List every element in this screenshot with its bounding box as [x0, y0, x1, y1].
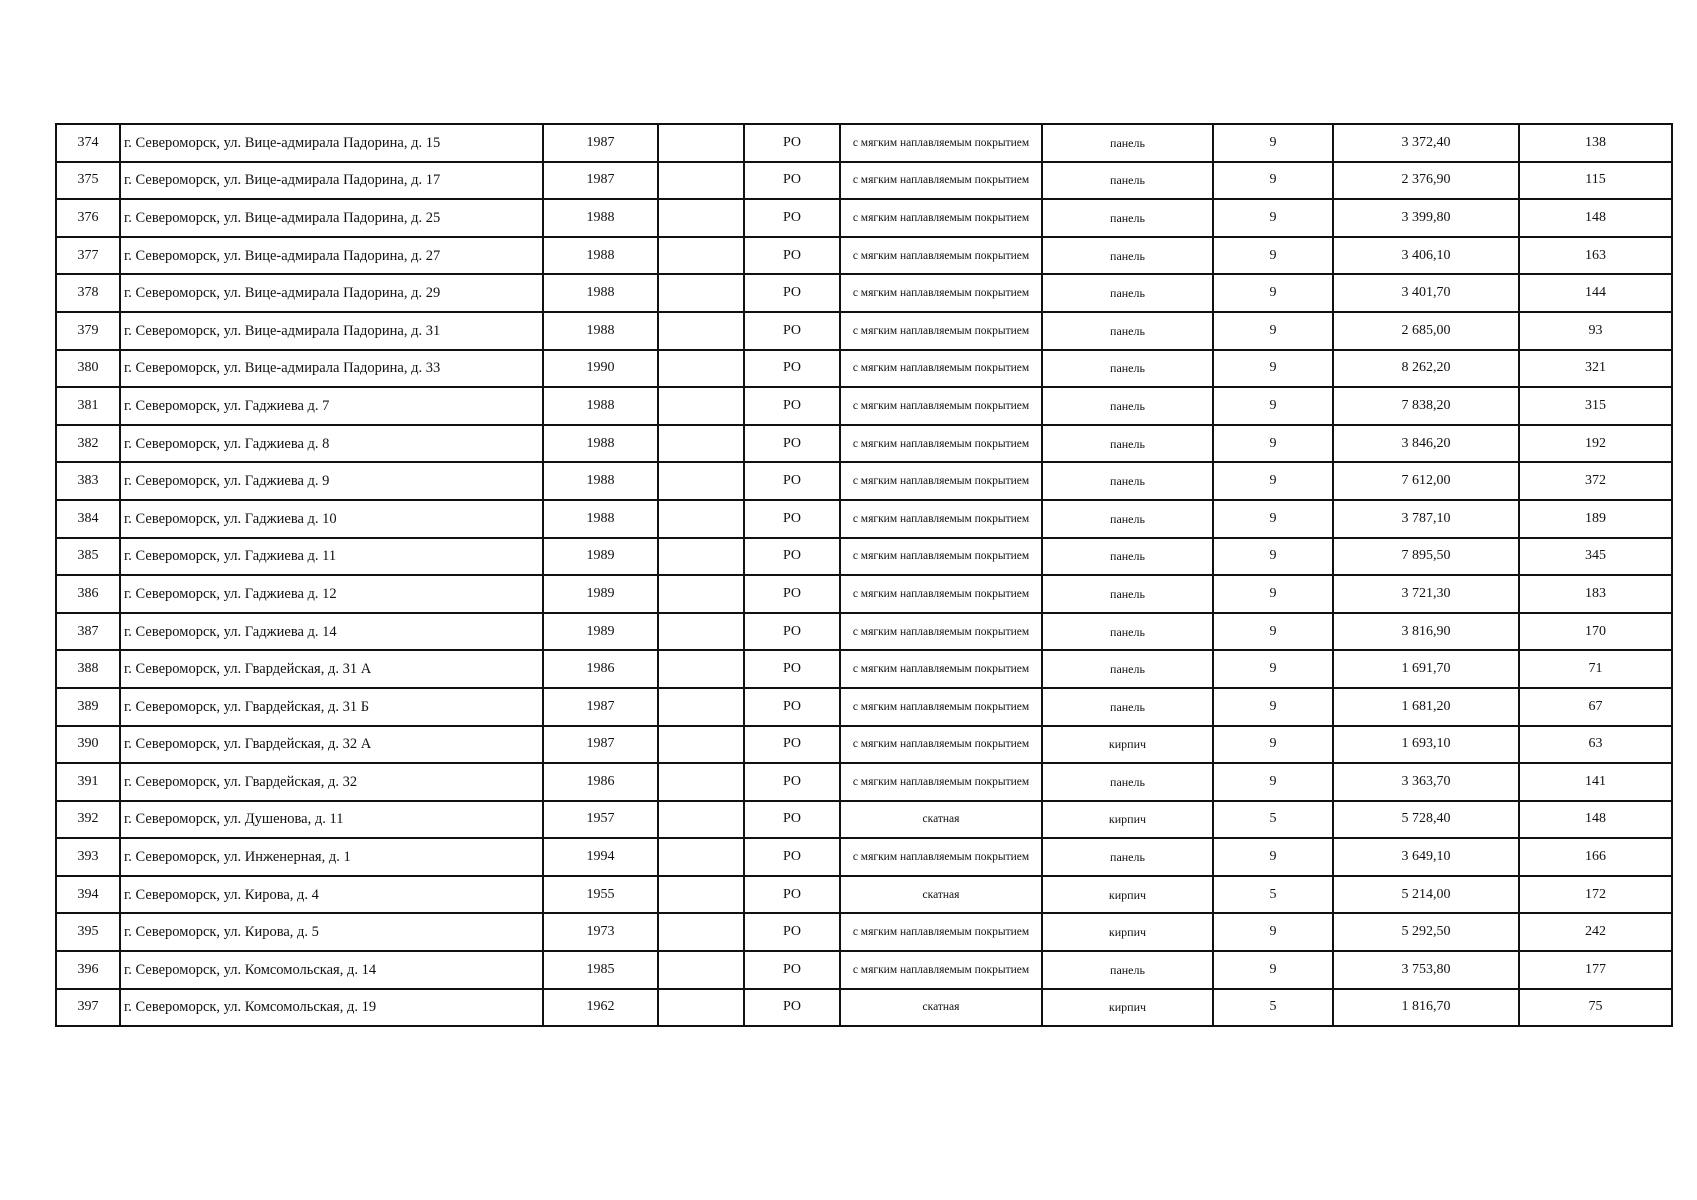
cell-year: 1955: [543, 876, 658, 914]
cell-wall-material: кирпич: [1042, 913, 1213, 951]
cell-floors: 5: [1213, 801, 1333, 839]
table-row: [56, 726, 1672, 764]
table-row: [56, 274, 1672, 312]
cell-count: 372: [1519, 462, 1672, 500]
cell-address: г. Североморск, ул. Кирова, д. 4: [120, 876, 543, 914]
cell-area: 3 363,70: [1333, 763, 1519, 801]
cell-roof-type: с мягким наплавляемым покрытием: [840, 500, 1042, 538]
cell-number: 393: [56, 838, 120, 876]
cell-floors: 9: [1213, 575, 1333, 613]
cell-roof-type: с мягким наплавляемым покрытием: [840, 462, 1042, 500]
cell-area: 3 399,80: [1333, 199, 1519, 237]
cell-empty: [658, 162, 744, 200]
cell-empty: [658, 726, 744, 764]
cell-empty: [658, 951, 744, 989]
cell-address: г. Североморск, ул. Вице-адмирала Падорина, д. 33: [120, 350, 543, 388]
cell-area: 1 691,70: [1333, 650, 1519, 688]
cell-floors: 9: [1213, 613, 1333, 651]
cell-wall-material: панель: [1042, 425, 1213, 463]
cell-floors: 5: [1213, 876, 1333, 914]
cell-year: 1990: [543, 350, 658, 388]
cell-fund: РО: [744, 462, 840, 500]
cell-count: 148: [1519, 199, 1672, 237]
cell-wall-material: панель: [1042, 274, 1213, 312]
cell-area: 3 406,10: [1333, 237, 1519, 275]
cell-floors: 9: [1213, 274, 1333, 312]
cell-floors: 9: [1213, 199, 1333, 237]
cell-area: 7 838,20: [1333, 387, 1519, 425]
cell-number: 394: [56, 876, 120, 914]
cell-empty: [658, 350, 744, 388]
cell-year: 1962: [543, 989, 658, 1027]
cell-roof-type: с мягким наплавляемым покрытием: [840, 538, 1042, 576]
cell-year: 1987: [543, 162, 658, 200]
cell-empty: [658, 312, 744, 350]
cell-roof-type: с мягким наплавляемым покрытием: [840, 237, 1042, 275]
cell-count: 345: [1519, 538, 1672, 576]
cell-wall-material: панель: [1042, 613, 1213, 651]
cell-wall-material: кирпич: [1042, 876, 1213, 914]
cell-address: г. Североморск, ул. Гаджиева д. 9: [120, 462, 543, 500]
cell-floors: 5: [1213, 989, 1333, 1027]
cell-year: 1994: [543, 838, 658, 876]
cell-empty: [658, 989, 744, 1027]
cell-empty: [658, 425, 744, 463]
cell-year: 1957: [543, 801, 658, 839]
cell-wall-material: панель: [1042, 838, 1213, 876]
cell-empty: [658, 763, 744, 801]
cell-area: 5 214,00: [1333, 876, 1519, 914]
table-row: [56, 538, 1672, 576]
cell-floors: 9: [1213, 462, 1333, 500]
cell-wall-material: кирпич: [1042, 726, 1213, 764]
table-row: [56, 312, 1672, 350]
cell-area: 1 681,20: [1333, 688, 1519, 726]
cell-roof-type: с мягким наплавляемым покрытием: [840, 350, 1042, 388]
cell-count: 166: [1519, 838, 1672, 876]
cell-floors: 9: [1213, 124, 1333, 162]
cell-count: 71: [1519, 650, 1672, 688]
cell-fund: РО: [744, 124, 840, 162]
cell-count: 75: [1519, 989, 1672, 1027]
cell-empty: [658, 801, 744, 839]
cell-year: 1987: [543, 124, 658, 162]
table-row: [56, 913, 1672, 951]
table-row: [56, 688, 1672, 726]
cell-wall-material: панель: [1042, 575, 1213, 613]
cell-fund: РО: [744, 989, 840, 1027]
cell-fund: РО: [744, 575, 840, 613]
cell-year: 1988: [543, 500, 658, 538]
table-row: [56, 237, 1672, 275]
cell-year: 1987: [543, 726, 658, 764]
cell-empty: [658, 199, 744, 237]
cell-wall-material: панель: [1042, 763, 1213, 801]
cell-area: 3 401,70: [1333, 274, 1519, 312]
cell-number: 382: [56, 425, 120, 463]
cell-floors: 9: [1213, 951, 1333, 989]
table-row: [56, 500, 1672, 538]
cell-year: 1989: [543, 575, 658, 613]
cell-address: г. Североморск, ул. Гаджиева д. 10: [120, 500, 543, 538]
cell-wall-material: панель: [1042, 162, 1213, 200]
cell-address: г. Североморск, ул. Гвардейская, д. 31 Б: [120, 688, 543, 726]
table-body: [56, 124, 1672, 1026]
cell-count: 177: [1519, 951, 1672, 989]
cell-area: 1 816,70: [1333, 989, 1519, 1027]
cell-address: г. Североморск, ул. Гаджиева д. 12: [120, 575, 543, 613]
cell-roof-type: скатная: [840, 989, 1042, 1027]
cell-fund: РО: [744, 425, 840, 463]
cell-address: г. Североморск, ул. Инженерная, д. 1: [120, 838, 543, 876]
cell-area: 7 612,00: [1333, 462, 1519, 500]
cell-roof-type: с мягким наплавляемым покрытием: [840, 951, 1042, 989]
cell-floors: 9: [1213, 425, 1333, 463]
cell-count: 138: [1519, 124, 1672, 162]
cell-number: 397: [56, 989, 120, 1027]
cell-fund: РО: [744, 237, 840, 275]
cell-wall-material: панель: [1042, 350, 1213, 388]
cell-year: 1988: [543, 199, 658, 237]
cell-number: 387: [56, 613, 120, 651]
cell-fund: РО: [744, 801, 840, 839]
cell-area: 7 895,50: [1333, 538, 1519, 576]
cell-area: 3 846,20: [1333, 425, 1519, 463]
cell-area: 3 787,10: [1333, 500, 1519, 538]
cell-wall-material: кирпич: [1042, 801, 1213, 839]
cell-year: 1988: [543, 312, 658, 350]
cell-floors: 9: [1213, 913, 1333, 951]
cell-fund: РО: [744, 951, 840, 989]
table-row: [56, 951, 1672, 989]
cell-wall-material: панель: [1042, 500, 1213, 538]
cell-area: 3 753,80: [1333, 951, 1519, 989]
cell-address: г. Североморск, ул. Комсомольская, д. 14: [120, 951, 543, 989]
cell-area: 2 376,90: [1333, 162, 1519, 200]
cell-year: 1985: [543, 951, 658, 989]
cell-address: г. Североморск, ул. Гаджиева д. 11: [120, 538, 543, 576]
cell-address: г. Североморск, ул. Кирова, д. 5: [120, 913, 543, 951]
cell-number: 385: [56, 538, 120, 576]
cell-roof-type: скатная: [840, 876, 1042, 914]
cell-number: 383: [56, 462, 120, 500]
cell-number: 374: [56, 124, 120, 162]
table-row: [56, 199, 1672, 237]
cell-wall-material: панель: [1042, 538, 1213, 576]
cell-fund: РО: [744, 312, 840, 350]
cell-year: 1988: [543, 425, 658, 463]
cell-floors: 9: [1213, 538, 1333, 576]
cell-fund: РО: [744, 274, 840, 312]
cell-count: 163: [1519, 237, 1672, 275]
cell-number: 392: [56, 801, 120, 839]
cell-wall-material: панель: [1042, 124, 1213, 162]
cell-address: г. Североморск, ул. Гвардейская, д. 31 А: [120, 650, 543, 688]
table-row: [56, 387, 1672, 425]
cell-year: 1986: [543, 650, 658, 688]
cell-roof-type: с мягким наплавляемым покрытием: [840, 274, 1042, 312]
cell-empty: [658, 913, 744, 951]
cell-fund: РО: [744, 500, 840, 538]
cell-floors: 9: [1213, 312, 1333, 350]
cell-wall-material: панель: [1042, 312, 1213, 350]
cell-year: 1988: [543, 237, 658, 275]
cell-area: 5 292,50: [1333, 913, 1519, 951]
cell-floors: 9: [1213, 688, 1333, 726]
cell-number: 386: [56, 575, 120, 613]
cell-area: 5 728,40: [1333, 801, 1519, 839]
cell-count: 170: [1519, 613, 1672, 651]
cell-area: 2 685,00: [1333, 312, 1519, 350]
cell-empty: [658, 500, 744, 538]
cell-roof-type: с мягким наплавляемым покрытием: [840, 312, 1042, 350]
cell-count: 144: [1519, 274, 1672, 312]
cell-number: 395: [56, 913, 120, 951]
cell-wall-material: панель: [1042, 650, 1213, 688]
table-row: [56, 763, 1672, 801]
cell-address: г. Североморск, ул. Вице-адмирала Падорина, д. 25: [120, 199, 543, 237]
cell-empty: [658, 876, 744, 914]
cell-wall-material: панель: [1042, 387, 1213, 425]
table-row: [56, 350, 1672, 388]
table-row: [56, 462, 1672, 500]
cell-roof-type: с мягким наплавляемым покрытием: [840, 838, 1042, 876]
cell-number: 379: [56, 312, 120, 350]
cell-wall-material: панель: [1042, 462, 1213, 500]
cell-address: г. Североморск, ул. Вице-адмирала Падорина, д. 31: [120, 312, 543, 350]
cell-count: 148: [1519, 801, 1672, 839]
cell-roof-type: с мягким наплавляемым покрытием: [840, 763, 1042, 801]
cell-fund: РО: [744, 650, 840, 688]
cell-number: 375: [56, 162, 120, 200]
cell-year: 1989: [543, 613, 658, 651]
cell-floors: 9: [1213, 500, 1333, 538]
cell-area: 1 693,10: [1333, 726, 1519, 764]
cell-floors: 9: [1213, 237, 1333, 275]
cell-number: 377: [56, 237, 120, 275]
cell-fund: РО: [744, 688, 840, 726]
cell-floors: 9: [1213, 350, 1333, 388]
cell-year: 1988: [543, 462, 658, 500]
cell-area: 3 649,10: [1333, 838, 1519, 876]
cell-empty: [658, 538, 744, 576]
cell-count: 172: [1519, 876, 1672, 914]
cell-count: 115: [1519, 162, 1672, 200]
cell-number: 388: [56, 650, 120, 688]
cell-count: 315: [1519, 387, 1672, 425]
cell-year: 1988: [543, 274, 658, 312]
cell-floors: 9: [1213, 726, 1333, 764]
cell-address: г. Североморск, ул. Гаджиева д. 14: [120, 613, 543, 651]
cell-year: 1987: [543, 688, 658, 726]
cell-area: 3 372,40: [1333, 124, 1519, 162]
table-row: [56, 650, 1672, 688]
cell-empty: [658, 838, 744, 876]
cell-number: 389: [56, 688, 120, 726]
cell-year: 1988: [543, 387, 658, 425]
table-row: [56, 162, 1672, 200]
cell-roof-type: с мягким наплавляемым покрытием: [840, 124, 1042, 162]
cell-roof-type: с мягким наплавляемым покрытием: [840, 688, 1042, 726]
housing-registry-table: [55, 123, 1673, 1027]
table-row: [56, 989, 1672, 1027]
cell-count: 141: [1519, 763, 1672, 801]
cell-fund: РО: [744, 538, 840, 576]
cell-empty: [658, 387, 744, 425]
cell-address: г. Североморск, ул. Вице-адмирала Падорина, д. 27: [120, 237, 543, 275]
cell-number: 380: [56, 350, 120, 388]
cell-empty: [658, 613, 744, 651]
cell-fund: РО: [744, 726, 840, 764]
cell-address: г. Североморск, ул. Комсомольская, д. 19: [120, 989, 543, 1027]
cell-area: 3 721,30: [1333, 575, 1519, 613]
cell-fund: РО: [744, 350, 840, 388]
table-row: [56, 838, 1672, 876]
cell-address: г. Североморск, ул. Гвардейская, д. 32 А: [120, 726, 543, 764]
cell-address: г. Североморск, ул. Душенова, д. 11: [120, 801, 543, 839]
cell-fund: РО: [744, 162, 840, 200]
cell-roof-type: с мягким наплавляемым покрытием: [840, 613, 1042, 651]
cell-number: 396: [56, 951, 120, 989]
cell-floors: 9: [1213, 838, 1333, 876]
cell-address: г. Североморск, ул. Вице-адмирала Падорина, д. 17: [120, 162, 543, 200]
cell-address: г. Североморск, ул. Гаджиева д. 7: [120, 387, 543, 425]
cell-fund: РО: [744, 913, 840, 951]
cell-roof-type: с мягким наплавляемым покрытием: [840, 726, 1042, 764]
cell-empty: [658, 124, 744, 162]
cell-count: 321: [1519, 350, 1672, 388]
table-row: [56, 801, 1672, 839]
cell-count: 189: [1519, 500, 1672, 538]
cell-count: 67: [1519, 688, 1672, 726]
cell-count: 192: [1519, 425, 1672, 463]
cell-year: 1986: [543, 763, 658, 801]
cell-number: 376: [56, 199, 120, 237]
cell-fund: РО: [744, 876, 840, 914]
table-row: [56, 575, 1672, 613]
cell-roof-type: с мягким наплавляемым покрытием: [840, 650, 1042, 688]
cell-roof-type: с мягким наплавляемым покрытием: [840, 575, 1042, 613]
cell-wall-material: кирпич: [1042, 989, 1213, 1027]
cell-empty: [658, 688, 744, 726]
cell-empty: [658, 237, 744, 275]
cell-count: 242: [1519, 913, 1672, 951]
cell-empty: [658, 650, 744, 688]
cell-floors: 9: [1213, 763, 1333, 801]
cell-fund: РО: [744, 838, 840, 876]
cell-wall-material: панель: [1042, 688, 1213, 726]
cell-roof-type: с мягким наплавляемым покрытием: [840, 162, 1042, 200]
table-row: [56, 425, 1672, 463]
cell-fund: РО: [744, 763, 840, 801]
cell-number: 384: [56, 500, 120, 538]
cell-number: 378: [56, 274, 120, 312]
table-row: [56, 613, 1672, 651]
cell-number: 390: [56, 726, 120, 764]
cell-address: г. Североморск, ул. Гаджиева д. 8: [120, 425, 543, 463]
cell-address: г. Североморск, ул. Вице-адмирала Падорина, д. 15: [120, 124, 543, 162]
cell-wall-material: панель: [1042, 237, 1213, 275]
cell-address: г. Североморск, ул. Вице-адмирала Падорина, д. 29: [120, 274, 543, 312]
cell-roof-type: с мягким наплавляемым покрытием: [840, 199, 1042, 237]
cell-wall-material: панель: [1042, 199, 1213, 237]
cell-area: 8 262,20: [1333, 350, 1519, 388]
cell-area: 3 816,90: [1333, 613, 1519, 651]
cell-count: 183: [1519, 575, 1672, 613]
cell-address: г. Североморск, ул. Гвардейская, д. 32: [120, 763, 543, 801]
cell-empty: [658, 274, 744, 312]
cell-number: 391: [56, 763, 120, 801]
cell-year: 1989: [543, 538, 658, 576]
cell-floors: 9: [1213, 387, 1333, 425]
cell-roof-type: с мягким наплавляемым покрытием: [840, 387, 1042, 425]
cell-floors: 9: [1213, 650, 1333, 688]
cell-empty: [658, 575, 744, 613]
cell-count: 93: [1519, 312, 1672, 350]
cell-fund: РО: [744, 613, 840, 651]
cell-wall-material: панель: [1042, 951, 1213, 989]
cell-roof-type: скатная: [840, 801, 1042, 839]
cell-roof-type: с мягким наплавляемым покрытием: [840, 913, 1042, 951]
table-row: [56, 124, 1672, 162]
cell-floors: 9: [1213, 162, 1333, 200]
cell-number: 381: [56, 387, 120, 425]
cell-roof-type: с мягким наплавляемым покрытием: [840, 425, 1042, 463]
table-row: [56, 876, 1672, 914]
cell-empty: [658, 462, 744, 500]
cell-year: 1973: [543, 913, 658, 951]
cell-fund: РО: [744, 387, 840, 425]
cell-count: 63: [1519, 726, 1672, 764]
cell-fund: РО: [744, 199, 840, 237]
